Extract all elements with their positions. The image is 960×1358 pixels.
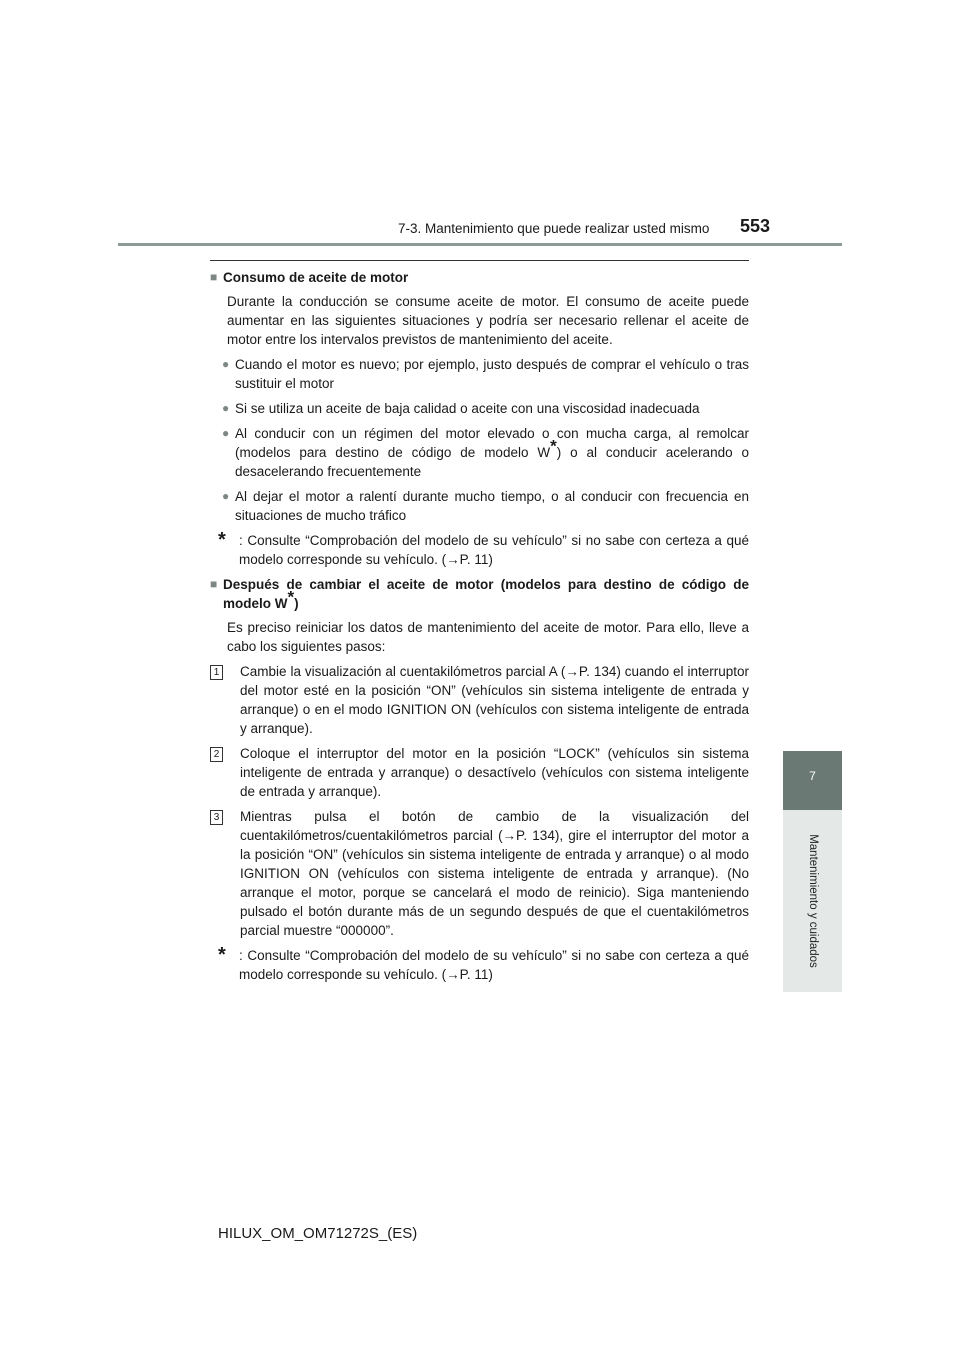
step-item xyxy=(210,807,749,940)
section-title-text: Consumo de aceite de motor xyxy=(223,270,409,285)
list-item-text: Cuando el motor es nuevo; por ejemplo, justo después de comprar el vehículo o tras sustituir el motor xyxy=(235,357,749,391)
round-bullet-icon: ● xyxy=(222,489,230,503)
footnote-text: : Consulte “Comprobación del modelo de su vehículo” si no sabe con certeza a qué modelo corresponde su vehículo. (→P. 11) xyxy=(239,533,749,567)
footnote-text: : Consulte “Comprobación del modelo de su vehículo” si no sabe con certeza a qué modelo corresponde su vehículo. (→P. 11) xyxy=(239,948,749,982)
square-bullet-icon: ■ xyxy=(210,577,218,591)
step-item xyxy=(210,662,749,738)
footnote xyxy=(218,531,749,569)
chapter-label-container xyxy=(783,810,842,992)
chapter-tab xyxy=(783,751,842,810)
document-code: HILUX_OM_OM71272S_(ES) xyxy=(218,1225,418,1242)
step-number-badge: 2 xyxy=(210,747,223,762)
page-number: 553 xyxy=(740,216,771,236)
page-content xyxy=(210,268,749,990)
step-number-badge: 1 xyxy=(210,665,223,680)
section-title-after-oil-change xyxy=(210,575,749,613)
list-item xyxy=(222,355,749,393)
content-top-rule xyxy=(210,260,749,261)
step-text: Mientras pulsa el botón de cambio de la visualización del cuentakilómetros/cuentakilómetros parcial (→P. 134), gire el interruptor del motor a la posición “ON” (vehículos sin sistema inteligente de entrada y arranque) o al modo IGNITION ON (vehículos con sistema inteligente de entrada y arranque). (No arranque el motor, porque se cancelará el modo de reinicio). Siga manteniendo pulsado el botón durante más de un segundo después de que el cuentakilómetros parcial muestre “000000”. xyxy=(240,809,749,938)
square-bullet-icon: ■ xyxy=(210,270,218,284)
list-item xyxy=(222,424,749,481)
list-item xyxy=(222,487,749,525)
section-intro: Durante la conducción se consume aceite de motor. El consumo de aceite puede aumentar en las siguientes situaciones y podría ser necesario rellenar el aceite de motor entre los intervalos previstos de mantenimiento del aceite. xyxy=(227,294,749,347)
section-header: 7-3. Mantenimiento que puede realizar usted mismo xyxy=(398,221,710,236)
chapter-number: 7 xyxy=(809,769,816,783)
asterisk-icon: * xyxy=(218,529,226,551)
list-item-text: Al dejar el motor a ralentí durante mucho tiempo, o al conducir con frecuencia en situaciones de mucho tráfico xyxy=(235,489,749,523)
header-rule xyxy=(118,243,842,246)
asterisk-icon: * xyxy=(218,944,226,966)
round-bullet-icon: ● xyxy=(222,401,230,415)
section-title-oil-consumption xyxy=(210,268,749,287)
chapter-label: Mantenimiento y cuidados xyxy=(806,834,819,968)
asterisk-icon: * xyxy=(287,587,295,607)
section-intro: Es preciso reiniciar los datos de mantenimiento del aceite de motor. Para ello, lleve a cabo los siguientes pasos: xyxy=(227,620,749,654)
step-text: Cambie la visualización al cuentakilómetros parcial A (→P. 134) cuando el interruptor del motor esté en la posición “ON” (vehículos sin sistema inteligente de entrada y arranque) o en el modo IGNITION ON (vehículos con sistema inteligente de entrada y arranque). xyxy=(240,664,749,736)
section-title-text: Después de cambiar el aceite de motor (modelos para destino de código de modelo W*) xyxy=(223,577,749,611)
step-item xyxy=(210,744,749,801)
round-bullet-icon: ● xyxy=(222,426,230,440)
footnote xyxy=(218,946,749,984)
round-bullet-icon: ● xyxy=(222,357,230,371)
step-text: Coloque el interruptor del motor en la posición “LOCK” (vehículos sin sistema inteligente de entrada y arranque) o desactívelo (vehículos con sistema inteligente de entrada y arranque). xyxy=(240,746,749,799)
asterisk-icon: * xyxy=(550,436,557,456)
list-item-text: Al conducir con un régimen del motor elevado o con mucha carga, al remolcar (modelos para destino de código de modelo W*) o al conducir acelerando o desacelerando frecuentemente xyxy=(235,426,749,479)
list-item-text: Si se utiliza un aceite de baja calidad o aceite con una viscosidad inadecuada xyxy=(235,401,700,416)
list-item xyxy=(222,399,749,418)
step-number-badge: 3 xyxy=(210,810,223,825)
